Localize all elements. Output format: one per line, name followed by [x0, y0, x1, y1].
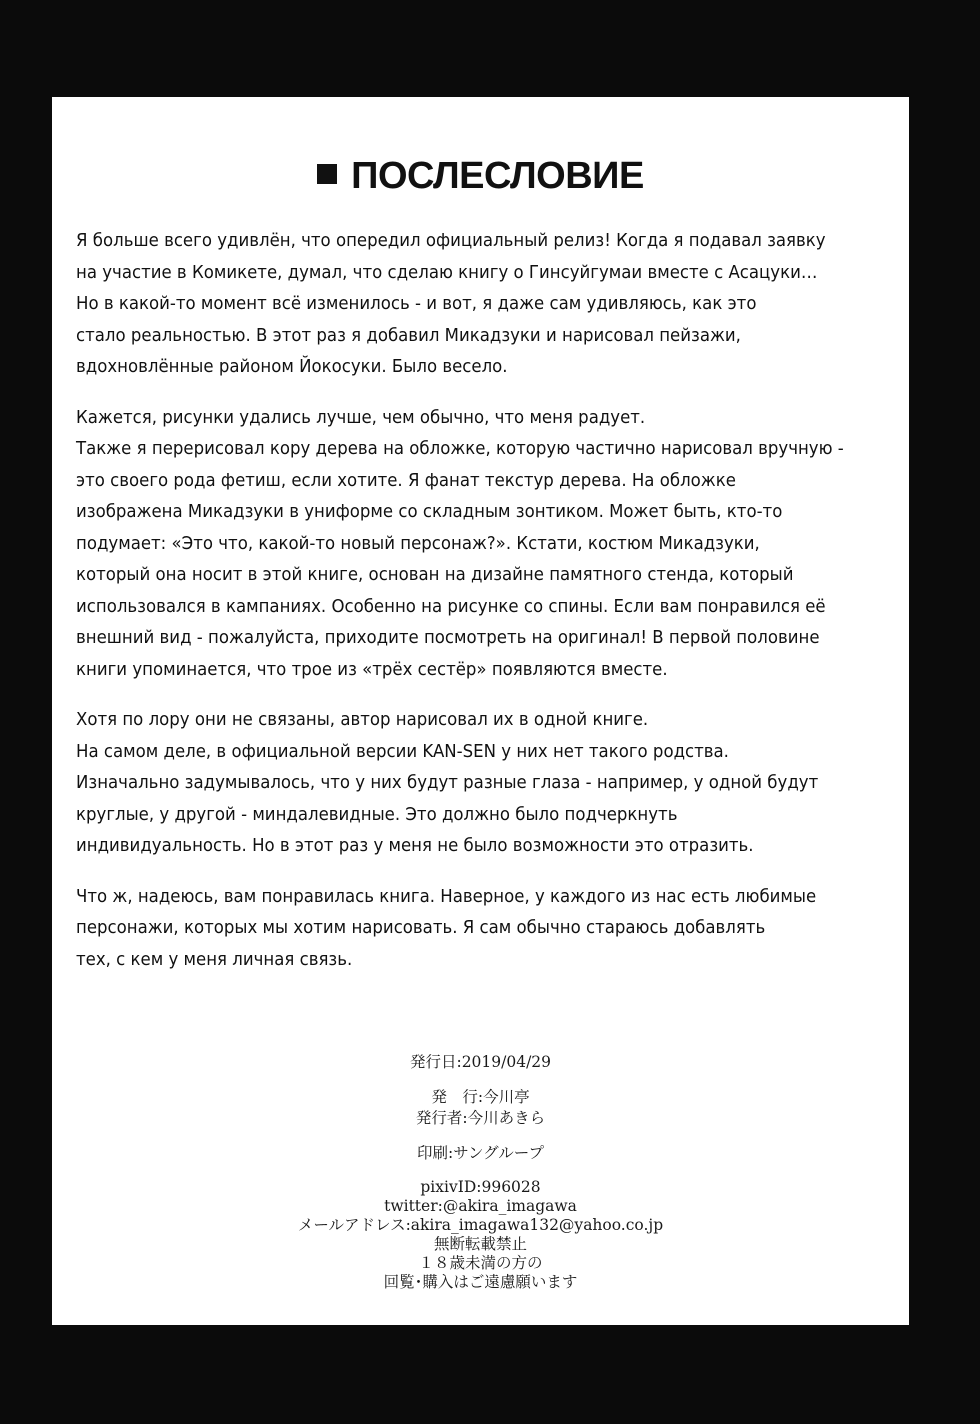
afterword-title: ПОСЛЕСЛОВИЕ [351, 155, 644, 197]
colophon-contact-group [52, 1178, 909, 1292]
text-line: подумает: «Это что, какой-то новый персонаж?». Кстати, костюм Микадзуки, [76, 532, 760, 554]
text-line: на участие в Комикете, думал, что сделаю книгу о Гинсуйгумаи вместе с Асацуки… [76, 261, 818, 283]
text-line: внешний вид - пожалуйста, приходите посмотреть на оригинал! В первой половине [76, 627, 820, 648]
text-line: Но в какой-то момент всё изменилось - и вот, я даже сам удивляюсь, как это [76, 293, 757, 314]
text-line: Кажется, рисунки удались лучше, чем обычно, что меня радует. [76, 406, 646, 428]
notice-no-reprint: 無断転載禁止 [433, 1235, 527, 1253]
afterword-body [76, 225, 844, 994]
text-line: Также я перерисовал кору дерева на обложке, которую частично нарисовал вручную - [76, 438, 844, 459]
text-line: который она носит в этой книге, основан на дизайне памятного стенда, который [76, 564, 794, 585]
email-address: メールアドレス:akira_imagawa132@yahoo.co.jp [297, 1216, 664, 1234]
text-line: использовался в кампаниях. Особенно на рисунке со спины. Если вам понравился её [76, 595, 826, 617]
square-bullet-icon [317, 164, 337, 184]
notice-age-restriction: １８歳未満の方の [418, 1254, 543, 1272]
colophon [52, 1052, 909, 1306]
text-line: изображена Микадзуки в униформе со складным зонтиком. Может быть, кто-то [76, 501, 783, 522]
text-line: персонажи, которых мы хотим нарисовать. Я сам обычно стараюсь добавлять [76, 917, 766, 938]
text-line: Я больше всего удивлён, что опередил официальный релиз! Когда я подавал заявку [76, 230, 826, 251]
text-line: Изначально задумывалось, что у них будут разные глаза - например, у одной будут [76, 772, 819, 793]
text-line: книги упоминается, что трое из «трёх сестёр» появляются вместе. [76, 658, 668, 680]
colophon-printer-group [52, 1143, 909, 1164]
text-line: это своего рода фетиш, если хотите. Я фанат текстур дерева. На обложке [76, 469, 736, 491]
text-line: индивидуальность. Но в этот раз у меня не было возможности это отразить. [76, 835, 754, 856]
text-line: круглые, у другой - миндалевидные. Это должно было подчеркнуть [76, 803, 678, 825]
twitter-handle: twitter:@akira_imagawa [384, 1197, 577, 1215]
paragraph-2 [76, 402, 844, 686]
notice-age-restriction-2: 回覧･購入はご遠慮願います [383, 1273, 578, 1291]
text-line: вдохновлённые районом Йокосуки. Было весело. [76, 356, 508, 377]
paragraph-3 [76, 704, 819, 862]
pixiv-id: pixivID:996028 [420, 1178, 541, 1196]
publication-date: 発行日:2019/04/29 [409, 1053, 552, 1071]
afterword-heading [52, 155, 909, 198]
colophon-publisher-group [52, 1087, 909, 1129]
paragraph-4 [76, 881, 817, 976]
printer: 印刷:サングループ [417, 1144, 544, 1162]
text-line: Хотя по лору они не связаны, автор нарисовал их в одной книге. [76, 709, 649, 730]
text-line: На самом деле, в официальной версии KAN-SEN у них нет такого родства. [76, 740, 729, 762]
text-line: тех, с кем у меня личная связь. [76, 948, 353, 970]
publisher: 発 行:今川亭 [431, 1088, 530, 1106]
text-line: стало реальностью. В этот раз я добавил Микадзуки и нарисовал пейзажи, [76, 324, 741, 346]
paragraph-1 [76, 225, 826, 383]
colophon-date-group [52, 1052, 909, 1073]
issuer: 発行者:今川あきら [415, 1109, 546, 1127]
text-line: Что ж, надеюсь, вам понравилась книга. Наверное, у каждого из нас есть любимые [76, 885, 817, 907]
afterword-page [52, 97, 909, 1325]
